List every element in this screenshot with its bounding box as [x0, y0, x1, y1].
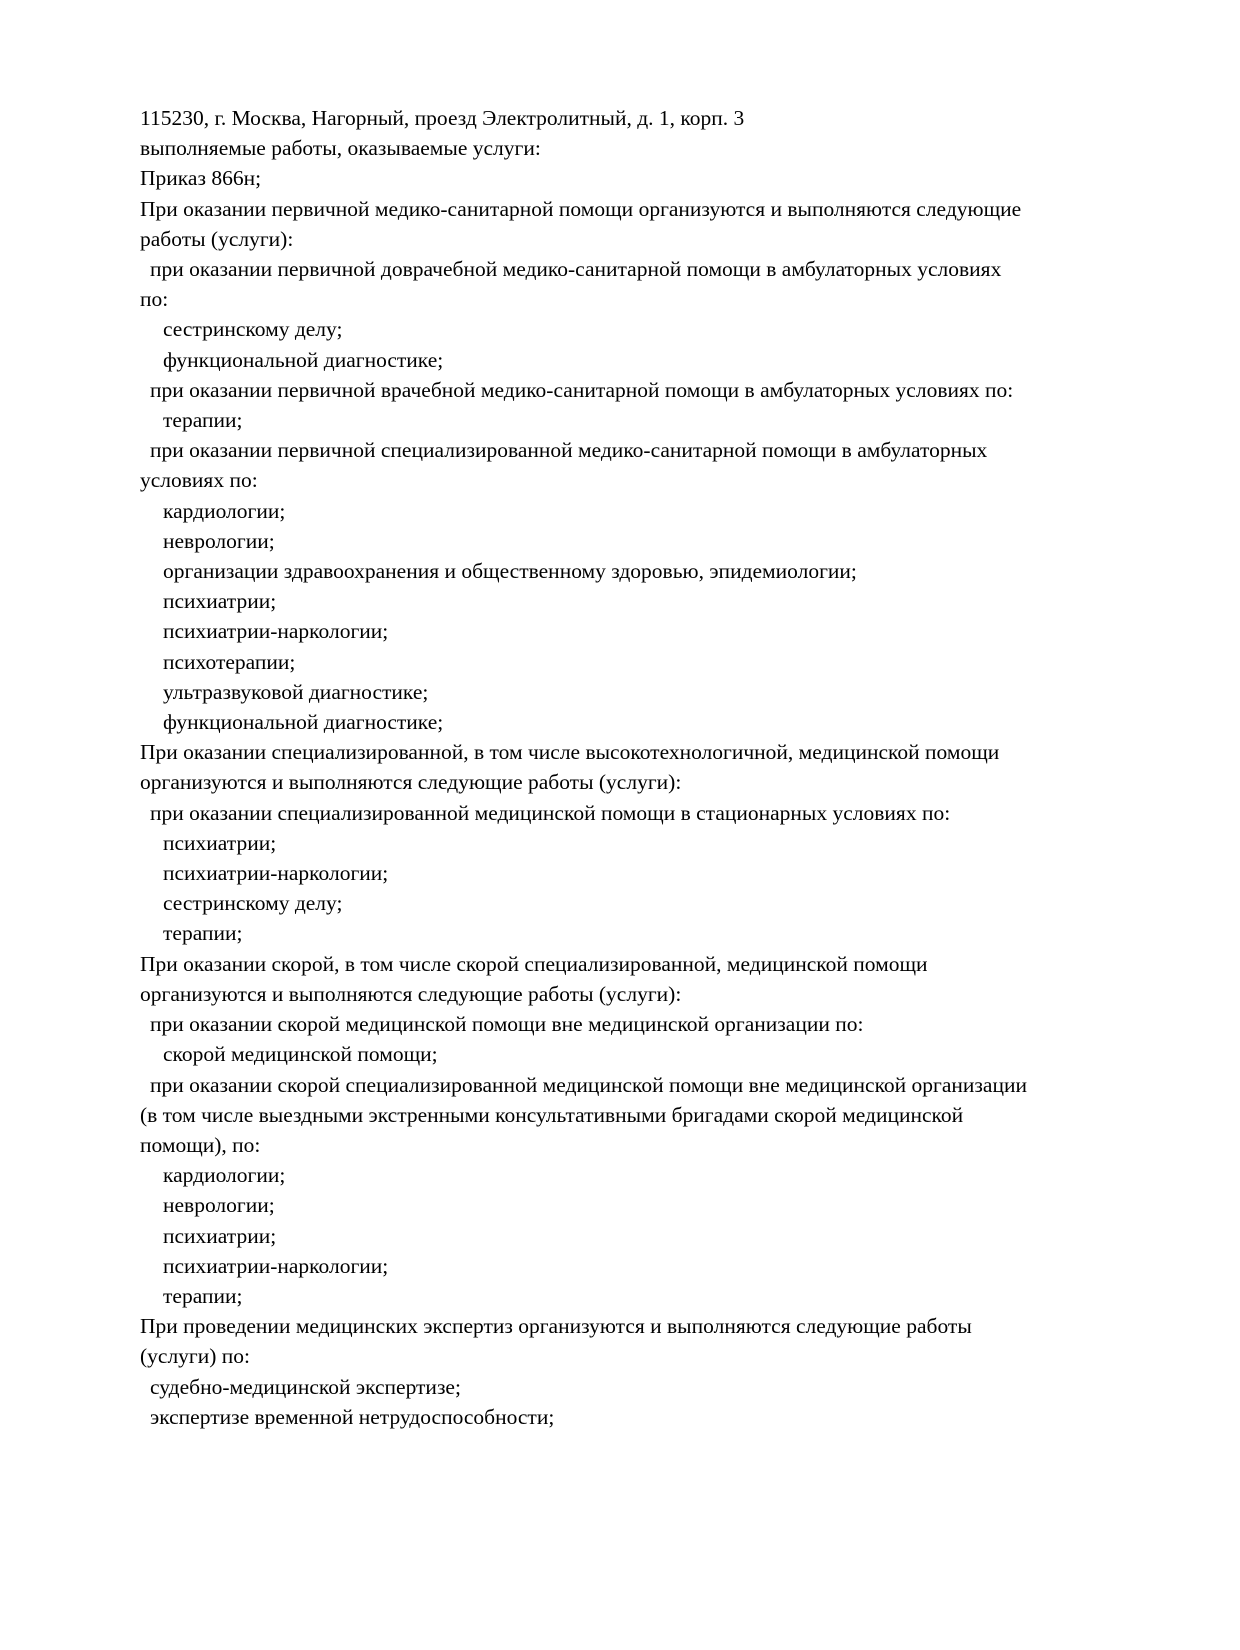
document-line: психотерапии;: [163, 649, 296, 674]
document-line: при оказании первичной специализированной медико-санитарной помощи в амбулаторных: [150, 438, 988, 463]
document-line: психиатрии-наркологии;: [163, 1253, 389, 1278]
document-line: организуются и выполняются следующие работы (услуги):: [140, 981, 682, 1006]
document-line: организации здравоохранения и общественному здоровью, эпидемиологии;: [163, 559, 857, 584]
document-line: (услуги) по:: [140, 1344, 251, 1369]
document-line: скорой медицинской помощи;: [163, 1042, 438, 1067]
document-line: сестринскому делу;: [163, 891, 343, 916]
document-line: условиях по:: [140, 468, 258, 493]
document-line: при оказании скорой медицинской помощи вне медицинской организации по:: [150, 1012, 864, 1037]
document-line: помощи), по:: [140, 1132, 261, 1157]
document-line: экспертизе временной нетрудоспособности;: [150, 1404, 555, 1429]
document-line: неврологии;: [163, 1193, 275, 1218]
document-line: ультразвуковой диагностике;: [163, 679, 429, 704]
document-line: психиатрии;: [163, 1223, 277, 1248]
document-line: психиатрии-наркологии;: [163, 861, 389, 886]
document-line: терапии;: [163, 1283, 243, 1308]
document-line: терапии;: [163, 408, 243, 433]
document-line: кардиологии;: [163, 1163, 286, 1188]
document-line: при оказании скорой специализированной медицинской помощи вне медицинской организации: [150, 1072, 1027, 1097]
document-line: судебно-медицинской экспертизе;: [150, 1374, 461, 1399]
document-line: Приказ 866н;: [140, 166, 262, 191]
document-line: При оказании первичной медико-санитарной помощи организуются и выполняются следующие: [140, 196, 1022, 221]
document-line: по:: [140, 287, 169, 312]
document-line: психиатрии;: [163, 830, 277, 855]
document-line: 115230, г. Москва, Нагорный, проезд Электролитный, д. 1, корп. 3: [140, 106, 745, 130]
document-line: кардиологии;: [163, 498, 286, 523]
document-line: психиатрии;: [163, 589, 277, 614]
document-text-block: [140, 103, 1190, 1432]
document-line: психиатрии-наркологии;: [163, 619, 389, 644]
document-line: выполняемые работы, оказываемые услуги:: [140, 136, 541, 161]
document-line: работы (услуги):: [140, 226, 294, 251]
document-line: при оказании первичной врачебной медико-санитарной помощи в амбулаторных условиях по:: [150, 377, 1014, 402]
document-line: функциональной диагностике;: [163, 347, 444, 372]
document-line: организуются и выполняются следующие работы (услуги):: [140, 770, 682, 795]
document-line: При оказании скорой, в том числе скорой специализированной, медицинской помощи: [140, 951, 928, 976]
document-line: функциональной диагностике;: [163, 710, 444, 735]
document-line: неврологии;: [163, 528, 275, 553]
document-line: при оказании специализированной медицинской помощи в стационарных условиях по:: [150, 800, 951, 825]
document-line: сестринскому делу;: [163, 317, 343, 342]
document-line: терапии;: [163, 921, 243, 946]
document-line: При оказании специализированной, в том числе высокотехнологичной, медицинской помощи: [140, 740, 1000, 765]
document-line: (в том числе выездными экстренными консультативными бригадами скорой медицинской: [140, 1102, 964, 1127]
document-line: при оказании первичной доврачебной медико-санитарной помощи в амбулаторных условиях: [150, 257, 1002, 282]
document-line: При проведении медицинских экспертиз организуются и выполняются следующие работы: [140, 1314, 972, 1339]
